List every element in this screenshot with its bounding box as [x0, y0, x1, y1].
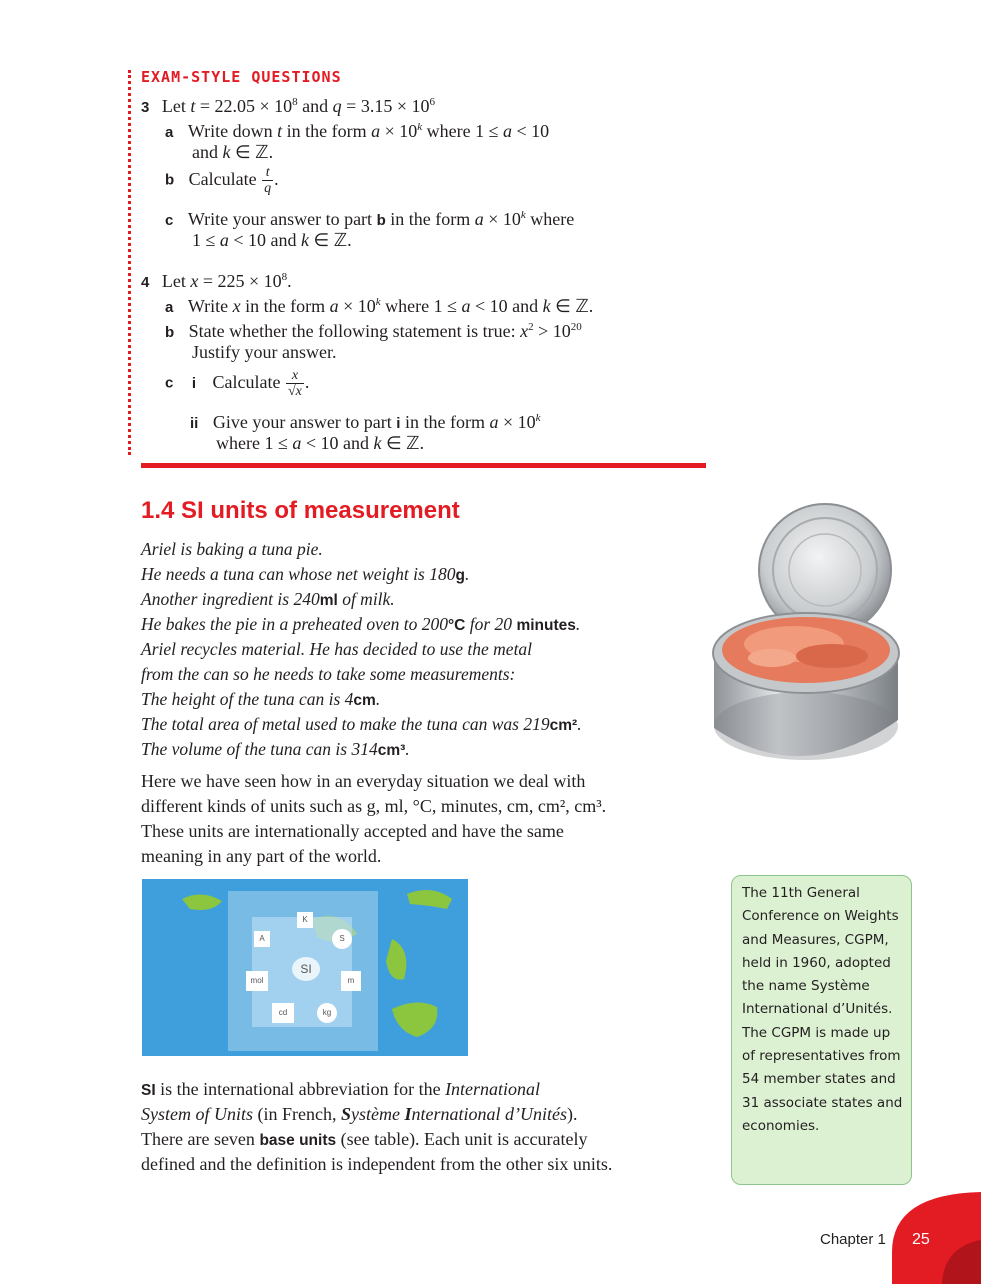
- unit-tag-k: K: [297, 912, 313, 928]
- page-corner-tab: [892, 1192, 981, 1284]
- question-3: 3 Let $t = 22.05 \times 10^8$ and $q = 3.15 \times 10^6$: [141, 96, 435, 116]
- part-label: c: [165, 212, 174, 229]
- section-divider: [141, 463, 706, 468]
- exam-dotted-rule: [128, 70, 131, 455]
- question-3c: c Write your answer to part b in the form $a \times 10^k$ where: [165, 209, 575, 229]
- exam-heading: EXAM-STYLE QUESTIONS: [141, 68, 342, 86]
- story-line: Ariel is baking a tuna pie.: [141, 539, 323, 559]
- story-line: The height of the tuna can is 4cm.: [141, 689, 381, 709]
- sidebar-text: The 11th General Conference on Weights and Measures, CGPM, held in 1960, adopted the name Système International d’Unités. The CGPM is made up of representatives from 54 member states and 31 associate states and economies.: [742, 885, 903, 1134]
- body-paragraph-line: Here we have seen how in an everyday situation we deal with: [141, 771, 586, 791]
- story-line: He needs a tuna can whose net weight is 180g.: [141, 564, 470, 584]
- part-label: a: [165, 299, 174, 316]
- fraction-t-over-q: $\frac{t}{q}$: [264, 165, 272, 196]
- question-3b: b Calculate $\frac{t}{q}$ .: [165, 165, 279, 196]
- body-paragraph-line: different kinds of units such as g, ml, °C, minutes, cm, cm², cm³.: [141, 796, 607, 816]
- story-line: The total area of metal used to make the tuna can was 219cm².: [141, 714, 582, 734]
- part-label: b: [165, 324, 175, 341]
- unit-tag-kg: kg: [317, 1003, 337, 1023]
- footer-chapter: Chapter 1: [820, 1231, 886, 1248]
- story-line: He bakes the pie in a preheated oven to 200°C for 20 minutes.: [141, 614, 581, 634]
- story-line: from the can so he needs to take some measurements:: [141, 664, 516, 684]
- fraction-x-over-sqrt-x: $\frac{x}{√x}$: [287, 368, 302, 399]
- question-4a: a Write x in the form $a \times 10^k$ where 1 ≤ a < 10 and k ∈ ℤ.: [165, 296, 594, 316]
- part-label: c: [165, 374, 174, 392]
- story-line: The volume of the tuna can is 314cm³.: [141, 739, 410, 759]
- question-4b: b State whether the following statement is true: $x^2 > 10^{20}$: [165, 321, 582, 341]
- question-4cii-cont: where 1 ≤ a < 10 and k ∈ ℤ.: [216, 433, 425, 453]
- unit-tag-mol: mol: [246, 971, 268, 991]
- question-4cii: ii Give your answer to part i in the form $a \times 10^k$: [190, 412, 541, 432]
- page-number: 25: [912, 1231, 930, 1248]
- info-sidebar: [731, 875, 912, 1185]
- unit-tag-cd: cd: [272, 1003, 294, 1023]
- unit-tag-m: m: [341, 971, 361, 991]
- body-paragraph-line: These units are internationally accepted and have the same: [141, 821, 564, 841]
- question-4ci: c i Calculate $\frac{x}{√x}$ .: [165, 368, 310, 399]
- question-number: 3: [141, 99, 150, 116]
- subpart-label: ii: [190, 415, 199, 432]
- question-4: 4 Let $x = 225 \times 10^8$.: [141, 271, 292, 291]
- story-line: Ariel recycles material. He has decided to use the metal: [141, 639, 533, 659]
- body-paragraph-line: There are seven base units (see table). Each unit is accurately: [141, 1129, 588, 1149]
- subpart-label: i: [191, 374, 197, 392]
- part-label: a: [165, 124, 174, 141]
- si-center-badge: SI: [292, 957, 320, 981]
- question-4b-justify: Justify your answer.: [192, 342, 337, 362]
- section-title: 1.4 SI units of measurement: [141, 497, 460, 524]
- question-3a: a Write down t in the form $a \times 10^k$ where 1 ≤ a < 10: [165, 121, 550, 141]
- body-paragraph-line: defined and the definition is independent from the other six units.: [141, 1154, 613, 1174]
- tuna-can-image: [702, 498, 917, 783]
- body-paragraph-line: SI is the international abbreviation for the International: [141, 1079, 541, 1099]
- question-number: 4: [141, 274, 150, 291]
- part-label: b: [165, 171, 175, 189]
- question-3c-cont: 1 ≤ a < 10 and k ∈ ℤ.: [192, 230, 352, 250]
- si-units-map: [142, 879, 468, 1056]
- body-paragraph-line: meaning in any part of the world.: [141, 846, 382, 866]
- unit-tag-s: S: [332, 929, 352, 949]
- unit-tag-a: A: [254, 931, 270, 947]
- body-paragraph-line: System of Units (in French, Système International d’Unités).: [141, 1104, 578, 1124]
- story-line: Another ingredient is 240ml of milk.: [141, 589, 395, 609]
- question-3a-cont: and k ∈ ℤ.: [192, 142, 274, 162]
